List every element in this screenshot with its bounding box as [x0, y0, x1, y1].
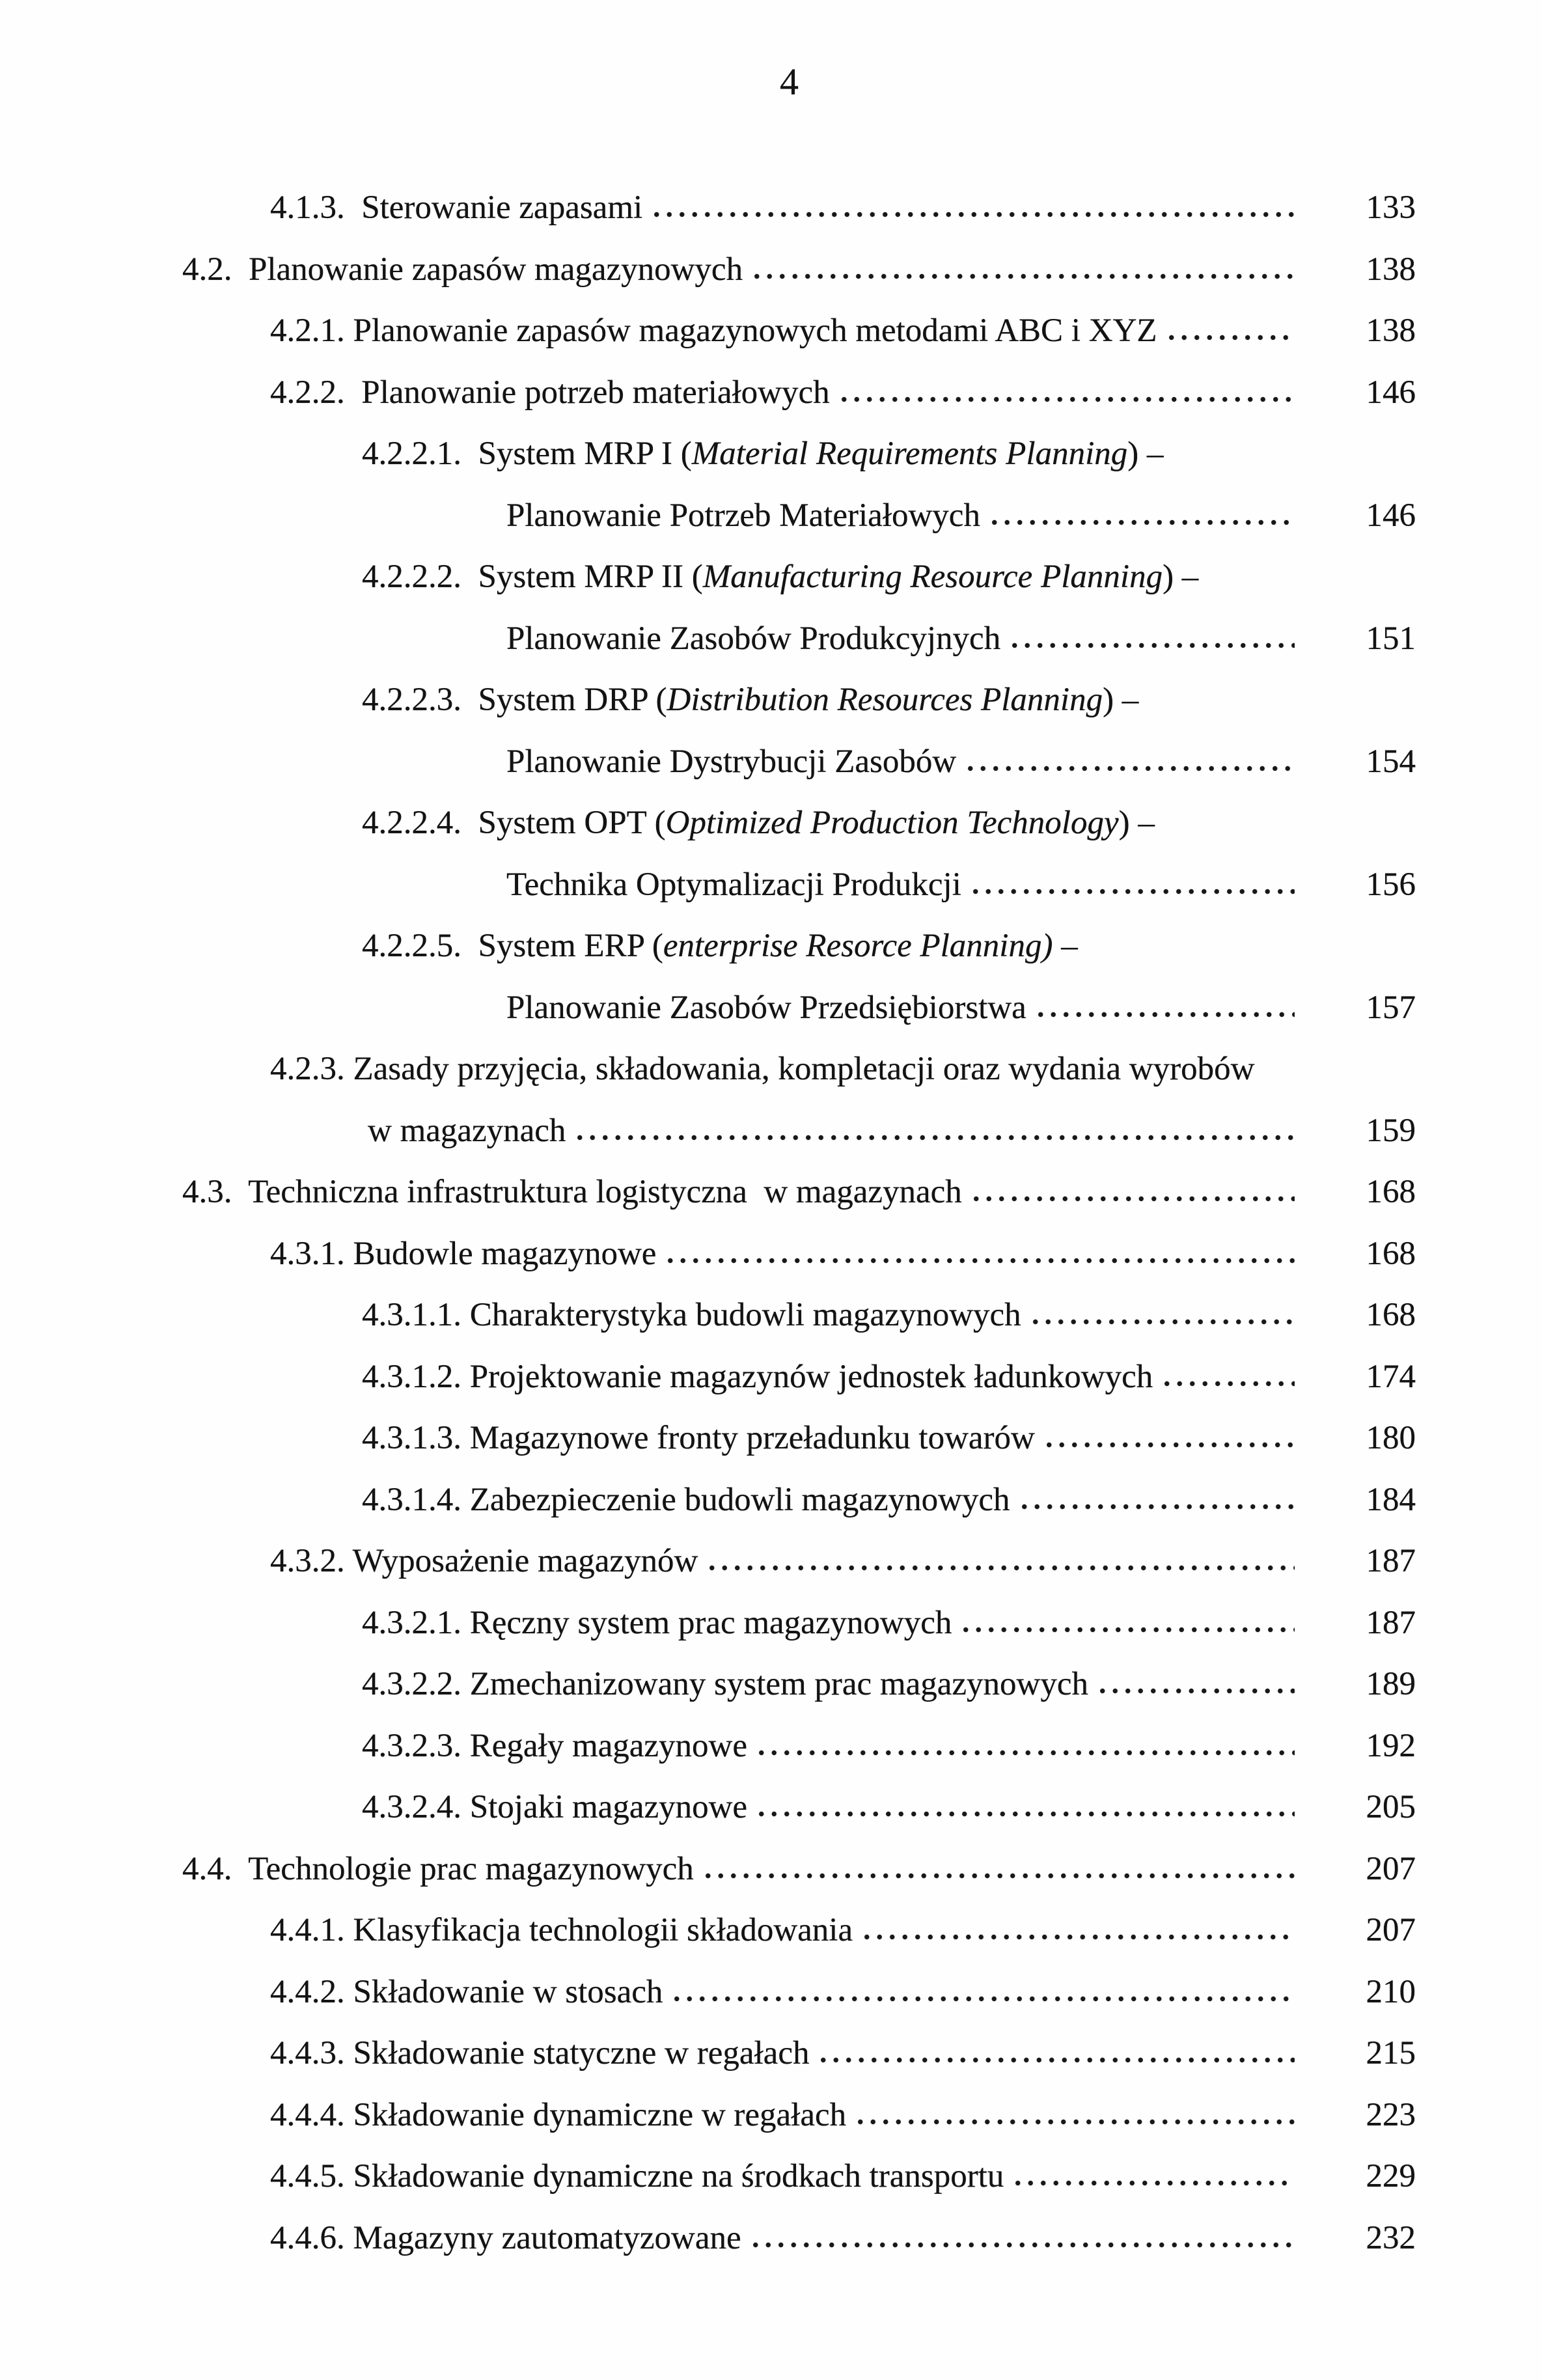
toc-row: [0, 239, 1416, 301]
page-number: 138: [1366, 251, 1416, 288]
toc-entry-text: 4.2.2.5. System ERP (enterprise Resorce Planning) –: [362, 928, 1078, 964]
toc-row: [0, 1223, 1416, 1285]
toc-entry-text: 4.2. Planowanie zapasów magazynowych: [182, 251, 743, 288]
toc-row: [0, 2084, 1416, 2146]
toc-entry-text: 4.4.1. Klasyfikacja technologii składowania: [270, 1912, 853, 1948]
toc-row: [0, 300, 1416, 362]
page-number: 223: [1366, 2096, 1416, 2133]
toc-entry-text: 4.2.2. Planowanie potrzeb materiałowych: [270, 374, 830, 411]
dot-leader: [1018, 1502, 1295, 1510]
dot-leader: [664, 1256, 1295, 1264]
dot-leader: [964, 764, 1295, 772]
page-number: 210: [1366, 1973, 1416, 2010]
page-number: 156: [1366, 866, 1416, 903]
dot-leader: [970, 1195, 1295, 1202]
page-number: 159: [1366, 1112, 1416, 1149]
toc-entry-text: 4.4. Technologie prac magazynowych: [182, 1850, 694, 1887]
dot-leader: [1029, 1318, 1295, 1325]
page-number: 187: [1366, 1604, 1416, 1641]
dot-leader: [854, 2118, 1295, 2125]
page-number-header: 4: [780, 61, 799, 103]
page-number: 189: [1366, 1666, 1416, 1702]
toc-entry-text: 4.2.2.4. System OPT (Optimized Production Technology) –: [362, 805, 1155, 841]
page-number: 168: [1366, 1174, 1416, 1210]
dot-leader: [670, 1995, 1295, 2002]
dot-leader: [1043, 1441, 1295, 1448]
toc-row: [0, 669, 1416, 731]
page-number: 157: [1366, 989, 1416, 1026]
toc-entry-text: Planowanie Zasobów Przedsiębiorstwa: [506, 989, 1026, 1026]
toc-row: [0, 1530, 1416, 1592]
page-number: 146: [1366, 374, 1416, 411]
toc-entry-text: 4.3.2. Wyposażenie magazynów: [270, 1543, 698, 1579]
dot-leader: [959, 1626, 1295, 1633]
toc-entry-text: 4.4.6. Magazyny zautomatyzowane: [270, 2219, 741, 2256]
page-number: 207: [1366, 1912, 1416, 1948]
toc-row: [0, 1161, 1416, 1223]
toc-row: [0, 731, 1416, 793]
toc-row: [0, 1838, 1416, 1900]
toc-row: [0, 1038, 1416, 1100]
toc-entry-text: 4.3.2.4. Stojaki magazynowe: [362, 1789, 748, 1825]
dot-leader: [1161, 1379, 1295, 1387]
page-number: 154: [1366, 743, 1416, 780]
toc-entry-text: 4.2.2.3. System DRP (Distribution Resources Planning) –: [362, 682, 1139, 718]
toc-entry-text: 4.4.3. Składowanie statyczne w regałach: [270, 2035, 810, 2071]
page-number: 180: [1366, 1420, 1416, 1456]
page-number: 207: [1366, 1850, 1416, 1887]
page-number: 168: [1366, 1297, 1416, 1333]
toc-row: [0, 1715, 1416, 1777]
toc-entry-text: 4.3.2.2. Zmechanizowany system prac magazynowych: [362, 1666, 1088, 1702]
dot-leader: [1165, 333, 1295, 341]
dot-leader: [1034, 1010, 1295, 1018]
toc-row: [0, 1346, 1416, 1408]
toc-row: [0, 2146, 1416, 2207]
toc-row: [0, 977, 1416, 1039]
toc-entry-text: 4.3. Techniczna infrastruktura logistyczna w magazynach: [182, 1174, 962, 1210]
toc-row: [0, 1654, 1416, 1715]
page-number: 187: [1366, 1543, 1416, 1579]
toc-entry-text: 4.2.2.1. System MRP I (Material Requirements Planning) –: [362, 436, 1164, 472]
toc-row: [0, 1284, 1416, 1346]
page-number: 232: [1366, 2219, 1416, 2256]
dot-leader: [1096, 1687, 1295, 1695]
toc-row: [0, 1407, 1416, 1469]
dot-leader: [702, 1872, 1295, 1879]
toc-entry-text: Planowanie Dystrybucji Zasobów: [506, 743, 957, 780]
toc-entry-text: Planowanie Zasobów Produkcyjnych: [506, 620, 1001, 657]
toc-entry-text: 4.3.1.4. Zabezpieczenie budowli magazynowych: [362, 1481, 1010, 1518]
page-number: 205: [1366, 1789, 1416, 1825]
dot-leader: [573, 1133, 1295, 1141]
dot-leader: [969, 887, 1295, 895]
toc-row: [0, 485, 1416, 547]
toc-row: [0, 1469, 1416, 1531]
toc-row: [0, 1100, 1416, 1162]
toc-entry-text: 4.3.1.3. Magazynowe fronty przeładunku towarów: [362, 1420, 1035, 1456]
table-of-contents: [0, 177, 1542, 2269]
toc-row: [0, 1592, 1416, 1654]
page-number: 229: [1366, 2158, 1416, 2194]
toc-row: [0, 2023, 1416, 2084]
page-number: 146: [1366, 497, 1416, 534]
toc-row: [0, 792, 1416, 854]
dot-leader: [860, 1933, 1295, 1941]
toc-row: [0, 915, 1416, 977]
toc-entry-text: 4.3.1. Budowle magazynowe: [270, 1235, 657, 1272]
dot-leader: [755, 1810, 1295, 1818]
toc-entry-text: 4.4.5. Składowanie dynamiczne na środkach transportu: [270, 2158, 1004, 2194]
toc-entry-text: Technika Optymalizacji Produkcji: [506, 866, 961, 903]
dot-leader: [1012, 2179, 1295, 2187]
toc-entry-text: 4.3.1.1. Charakterystyka budowli magazynowych: [362, 1297, 1021, 1333]
dot-leader: [650, 210, 1295, 218]
toc-row: [0, 854, 1416, 916]
toc-entry-text: 4.3.2.3. Regały magazynowe: [362, 1727, 748, 1764]
toc-row: [0, 1961, 1416, 2023]
toc-row: [0, 1777, 1416, 1838]
page-number: 133: [1366, 189, 1416, 226]
toc-entry-text: 4.2.2.2. System MRP II (Manufacturing Resource Planning) –: [362, 559, 1199, 595]
dot-leader: [749, 2241, 1295, 2249]
toc-row: [0, 1900, 1416, 1961]
dot-leader: [1008, 641, 1295, 649]
dot-leader: [838, 395, 1295, 403]
toc-row: [0, 177, 1416, 239]
toc-entry-text: 4.1.3. Sterowanie zapasami: [270, 189, 643, 226]
page-number: 168: [1366, 1235, 1416, 1272]
page-number: 192: [1366, 1727, 1416, 1764]
toc-row: [0, 546, 1416, 608]
page-number: 184: [1366, 1481, 1416, 1518]
toc-entry-text: 4.3.1.2. Projektowanie magazynów jednostek ładunkowych: [362, 1358, 1153, 1395]
page-number: 215: [1366, 2035, 1416, 2071]
dot-leader: [755, 1749, 1295, 1756]
dot-leader: [817, 2056, 1295, 2064]
toc-entry-text: w magazynach: [368, 1112, 566, 1149]
toc-entry-text: Planowanie Potrzeb Materiałowych: [506, 497, 980, 534]
toc-entry-text: 4.2.1. Planowanie zapasów magazynowych metodami ABC i XYZ: [270, 312, 1157, 349]
toc-entry-text: 4.4.2. Składowanie w stosach: [270, 1973, 663, 2010]
toc-entry-text: 4.3.2.1. Ręczny system prac magazynowych: [362, 1604, 952, 1641]
toc-row: [0, 362, 1416, 424]
toc-entry-text: 4.2.3. Zasady przyjęcia, składowania, kompletacji oraz wydania wyrobów: [270, 1051, 1255, 1087]
dot-leader: [988, 518, 1295, 526]
page-number: 138: [1366, 312, 1416, 349]
toc-row: [0, 2207, 1416, 2269]
toc-entry-text: 4.4.4. Składowanie dynamiczne w regałach: [270, 2096, 847, 2133]
dot-leader: [750, 272, 1295, 280]
dot-leader: [706, 1564, 1295, 1571]
toc-row: [0, 423, 1416, 485]
page-number: 174: [1366, 1358, 1416, 1395]
page-number: 151: [1366, 620, 1416, 657]
toc-row: [0, 608, 1416, 670]
